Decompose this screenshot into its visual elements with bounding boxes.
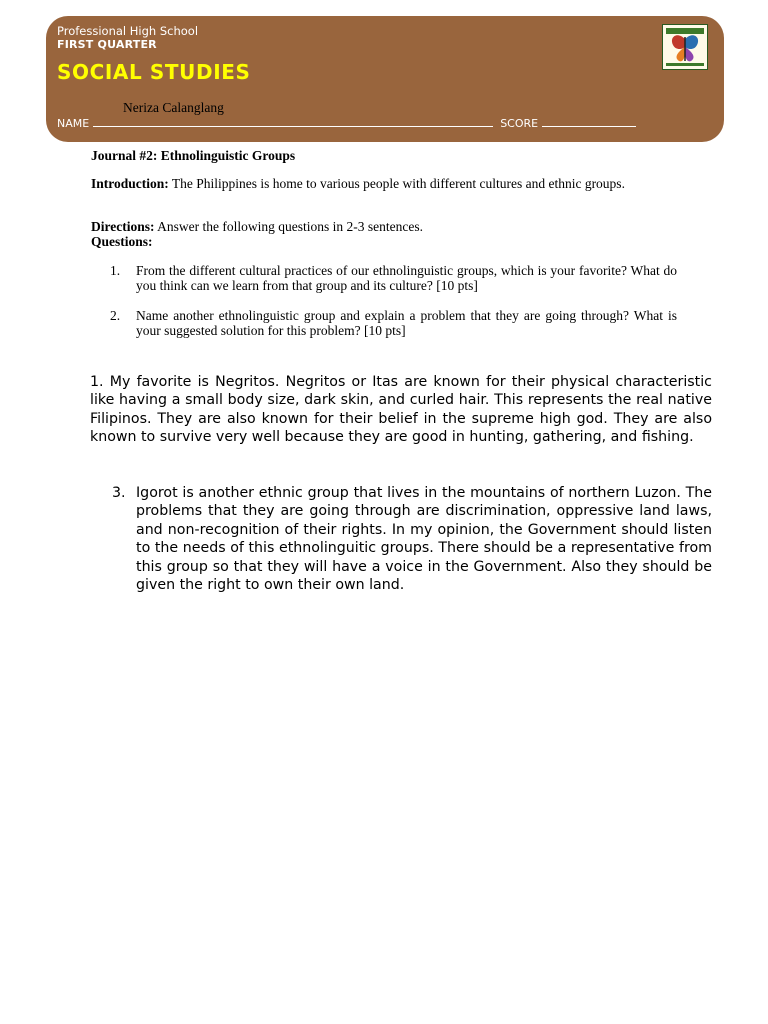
student-name: Neriza Calanglang — [123, 100, 224, 115]
question-number: 1. — [110, 263, 121, 278]
directions-text: Answer the following questions in 2-3 sentences. — [157, 219, 423, 234]
answer-number: 3. — [112, 485, 126, 501]
journal-title: Journal #2: Ethnolinguistic Groups — [91, 148, 296, 163]
question-text: From the different cultural practices of our ethnolinguistic groups, which is your favorite? What do you think can we learn from that group and its culture? [10 pts] — [136, 263, 677, 293]
answer-2 — [112, 484, 712, 594]
subject-title: SOCIAL STUDIES — [57, 60, 251, 84]
introduction — [91, 176, 677, 191]
score-label: SCORE — [500, 117, 539, 130]
list-item — [110, 263, 677, 293]
header-banner — [46, 16, 724, 142]
intro-text: The Philippines is home to various people with different cultures and ethnic groups. — [171, 176, 625, 191]
questions-label: Questions: — [91, 234, 153, 249]
quarter-label: FIRST QUARTER — [57, 38, 157, 51]
list-item — [110, 308, 677, 338]
question-number: 2. — [110, 308, 121, 323]
name-label: NAME — [57, 117, 90, 130]
score-line — [542, 116, 636, 127]
directions — [91, 219, 677, 249]
school-name: Professional High School — [57, 24, 199, 38]
directions-label: Directions: — [91, 219, 155, 234]
answer-text: Igorot is another ethnic group that lives in the mountains of northern Luzon. The problems that they are going through are discrimination, oppressive land laws, and non-recognition of their rights. In my opinion, the Government should listen to the needs of this ethnolinguitic groups. There should be a representative from this group so that they will have a voice in the Government. Also they should be given the right to own their own land. — [136, 485, 712, 594]
question-1 — [110, 263, 677, 293]
name-line — [93, 116, 493, 127]
intro-label: Introduction: — [91, 176, 169, 191]
school-seal-icon — [662, 24, 708, 70]
answer-1: 1. My favorite is Negritos. Negritos or Itas are known for their physical characteristic like having a small body size, dark skin, and curled hair. This represents the real native Filipinos. They are also known for their belief in the supreme high god. They are also known to survive very well because they are good in hunting, gathering, and fishing. — [90, 374, 712, 446]
name-score-row — [57, 116, 636, 130]
question-text: Name another ethnolinguistic group and explain a problem that they are going through? What is your suggested solution for this problem? [10 pts] — [136, 308, 677, 338]
question-2 — [110, 308, 677, 338]
